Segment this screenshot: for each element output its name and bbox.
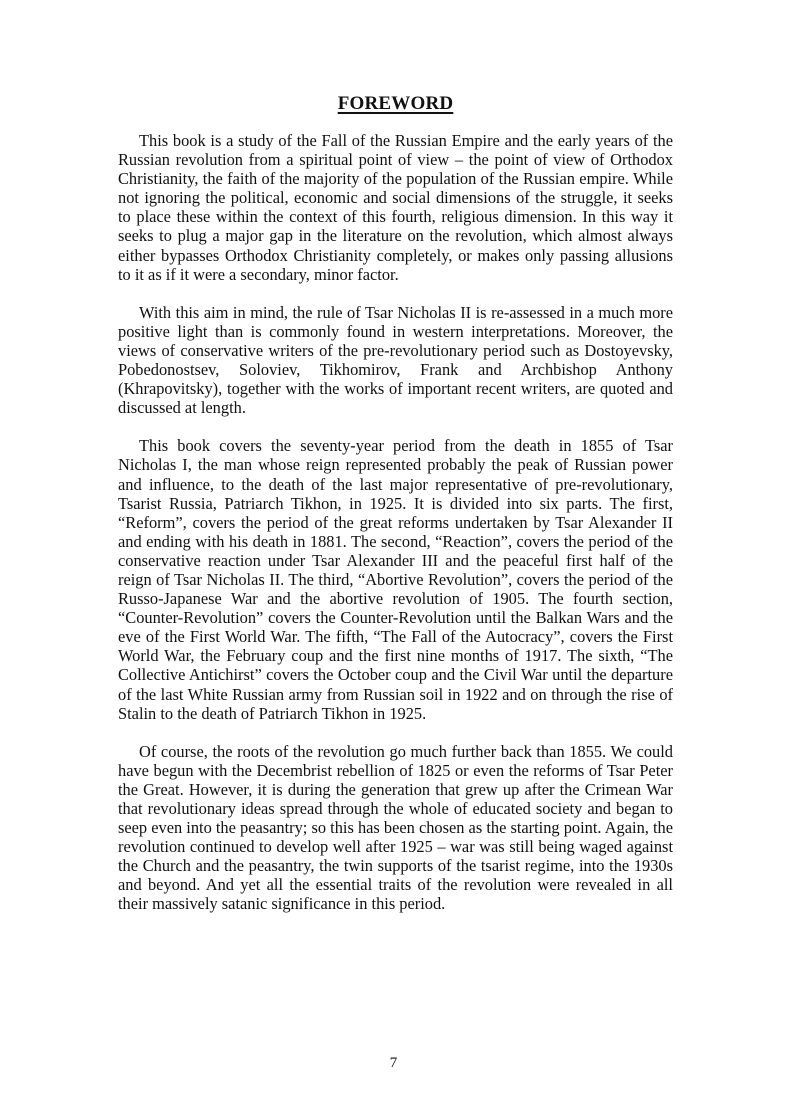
paragraph-scope: This book covers the seventy-year period from the death in 1855 of Tsar Nicholas I, the man whose reign represented probably the peak of Russian power and influence, to the death of the last major representative of pre-revolutionary, Tsarist Russia, Patriarch Tikhon, in 1925. It is divided into six parts. The first, “Reform”, covers the period of the great reforms undertaken by Tsar Alexander II and ending with his death in 1881. The second, “Reaction”, covers the period of the conservative reaction under Tsar Alexander III and the peaceful first half of the reign of Tsar Nicholas II. The third, “Abortive Revolution”, covers the period of the Russo-Japanese War and the abortive revolution of 1905. The fourth section, “Counter-Revolution” covers the Counter-Revolution until the Balkan Wars and the eve of the First World War. The fifth, “The Fall of the Autocracy”, covers the First World War, the February coup and the first nine months of 1917. The sixth, “The Collective Antichirst” covers the October coup and the Civil War until the departure of the last White Russian army from Russian soil in 1922 and on through the rise of Stalin to the death of Patriarch Tikhon in 1925. xyxy=(118,436,673,723)
paragraph-roots: Of course, the roots of the revolution go much further back than 1855. We could have begun with the Decembrist rebellion of 1825 or even the reforms of Tsar Peter the Great. However, it is during the generation that grew up after the Crimean War that revolutionary ideas spread through the whole of educated society and began to seep even into the peasantry; so this has been chosen as the starting point. Again, the revolution continued to develop well after 1925 – war was still being waged against the Church and the peasantry, the twin supports of the tsarist regime, into the 1930s and beyond. And yet all the essential traits of the revolution were revealed in all their massively satanic significance in this period. xyxy=(118,741,673,914)
paragraph-aim: With this aim in mind, the rule of Tsar Nicholas II is re-assessed in a much more positive light than is commonly found in western interpretations. Moreover, the views of conservative writers of the pre-revolutionary period such as Dostoyevsky, Pobedonostsev, Soloviev, Tikhomirov, Frank and Archbishop Anthony (Khrapovitsky), together with the works of important recent writers, are quoted and discussed at length. xyxy=(118,302,673,418)
paragraph-introduction: This book is a study of the Fall of the Russian Empire and the early years of the Russian revolution from a spiritual point of view – the point of view of Orthodox Christianity, the faith of the majority of the population of the Russian empire. While not ignoring the political, economic and social dimensions of the struggle, it seeks to place these within the context of this fourth, religious dimension. In this way it seeks to plug a major gap in the literature on the revolution, which almost always either bypasses Orthodox Christianity completely, or makes only passing allusions to it as if it were a secondary, minor factor. xyxy=(118,131,673,284)
document-page xyxy=(118,92,673,933)
page-title: FOREWORD xyxy=(337,93,454,114)
page-number: 7 xyxy=(389,1055,398,1071)
